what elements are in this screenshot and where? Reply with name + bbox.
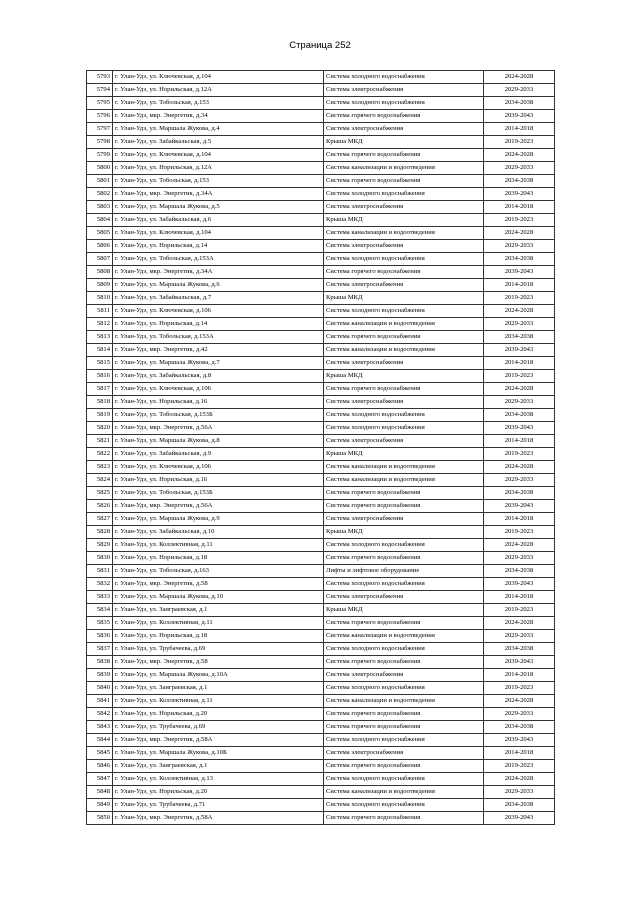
table-row: [87, 630, 555, 643]
row-number: 5831: [87, 565, 113, 578]
table-row: [87, 721, 555, 734]
table-row: [87, 123, 555, 136]
address-cell: г. Улан-Удэ, мкр. Энергетик, д.56А: [113, 500, 324, 513]
table-row: [87, 773, 555, 786]
address-cell: г. Улан-Удэ, ул. Трубачеева, д.69: [113, 721, 324, 734]
system-cell: Система электроснабжения: [324, 279, 484, 292]
table-row: [87, 188, 555, 201]
system-cell: Крыша МКД: [324, 526, 484, 539]
row-number: 5832: [87, 578, 113, 591]
address-cell: г. Улан-Удэ, ул. Забайкальская, д.8: [113, 370, 324, 383]
system-cell: Система электроснабжения: [324, 435, 484, 448]
system-cell: Система горячего водоснабжения: [324, 110, 484, 123]
row-number: 5817: [87, 383, 113, 396]
row-number: 5816: [87, 370, 113, 383]
row-number: 5849: [87, 799, 113, 812]
system-cell: Система электроснабжения: [324, 240, 484, 253]
period-cell: 2034-2038: [484, 565, 555, 578]
period-cell: 2019-2023: [484, 136, 555, 149]
system-cell: Система холодного водоснабжения: [324, 422, 484, 435]
address-cell: г. Улан-Удэ, мкр. Энергетик, д.56А: [113, 422, 324, 435]
table-row: [87, 526, 555, 539]
row-number: 5800: [87, 162, 113, 175]
table-row: [87, 747, 555, 760]
address-cell: г. Улан-Удэ, ул. Ключевская, д.106: [113, 383, 324, 396]
row-number: 5804: [87, 214, 113, 227]
address-cell: г. Улан-Удэ, ул. Коллективная, д.11: [113, 539, 324, 552]
address-cell: г. Улан-Удэ, ул. Тобольская, д.153: [113, 175, 324, 188]
table-row: [87, 266, 555, 279]
period-cell: 2024-2028: [484, 149, 555, 162]
period-cell: 2034-2038: [484, 643, 555, 656]
row-number: 5841: [87, 695, 113, 708]
system-cell: Система холодного водоснабжения: [324, 539, 484, 552]
table-row: [87, 240, 555, 253]
system-cell: Система холодного водоснабжения: [324, 578, 484, 591]
row-number: 5830: [87, 552, 113, 565]
period-cell: 2019-2023: [484, 604, 555, 617]
row-number: 5808: [87, 266, 113, 279]
address-cell: г. Улан-Удэ, ул. Забайкальская, д.10: [113, 526, 324, 539]
system-cell: Система холодного водоснабжения: [324, 734, 484, 747]
system-cell: Система электроснабжения: [324, 513, 484, 526]
address-cell: г. Улан-Удэ, мкр. Энергетик, д.34: [113, 110, 324, 123]
row-number: 5802: [87, 188, 113, 201]
system-cell: Крыша МКД: [324, 136, 484, 149]
address-cell: г. Улан-Удэ, мкр. Энергетик, д.58А: [113, 812, 324, 825]
system-cell: Система горячего водоснабжения: [324, 552, 484, 565]
period-cell: 2039-2043: [484, 110, 555, 123]
address-cell: г. Улан-Удэ, ул. Коллективная, д.11: [113, 695, 324, 708]
system-cell: Система канализации и водоотведения: [324, 162, 484, 175]
table-row: [87, 604, 555, 617]
period-cell: 2034-2038: [484, 97, 555, 110]
table-row: [87, 617, 555, 630]
period-cell: 2039-2043: [484, 266, 555, 279]
address-cell: г. Улан-Удэ, ул. Трубачеева, д.69: [113, 643, 324, 656]
system-cell: Крыша МКД: [324, 370, 484, 383]
address-cell: г. Улан-Удэ, ул. Тобольская, д.153А: [113, 331, 324, 344]
table-row: [87, 695, 555, 708]
row-number: 5807: [87, 253, 113, 266]
system-cell: Система электроснабжения: [324, 357, 484, 370]
system-cell: Система электроснабжения: [324, 591, 484, 604]
table-row: [87, 305, 555, 318]
row-number: 5840: [87, 682, 113, 695]
row-number: 5827: [87, 513, 113, 526]
table-row: [87, 643, 555, 656]
system-cell: Система канализации и водоотведения: [324, 227, 484, 240]
table-row: [87, 786, 555, 799]
table-row: [87, 136, 555, 149]
row-number: 5803: [87, 201, 113, 214]
address-cell: г. Улан-Удэ, ул. Заиграевская, д.1: [113, 682, 324, 695]
address-cell: г. Улан-Удэ, ул. Тобольская, д.153Б: [113, 409, 324, 422]
row-number: 5793: [87, 71, 113, 84]
period-cell: 2024-2028: [484, 71, 555, 84]
period-cell: 2014-2018: [484, 669, 555, 682]
row-number: 5810: [87, 292, 113, 305]
system-cell: Система холодного водоснабжения: [324, 253, 484, 266]
period-cell: 2029-2033: [484, 162, 555, 175]
row-number: 5835: [87, 617, 113, 630]
row-number: 5819: [87, 409, 113, 422]
address-cell: г. Улан-Удэ, ул. Коллективная, д.13: [113, 773, 324, 786]
row-number: 5815: [87, 357, 113, 370]
address-cell: г. Улан-Удэ, ул. Тобольская, д.153: [113, 97, 324, 110]
system-cell: Система горячего водоснабжения: [324, 656, 484, 669]
row-number: 5846: [87, 760, 113, 773]
repair-schedule-table: [86, 70, 555, 825]
system-cell: Система канализации и водоотведения: [324, 461, 484, 474]
system-cell: Система холодного водоснабжения: [324, 305, 484, 318]
table-row: [87, 448, 555, 461]
row-number: 5809: [87, 279, 113, 292]
address-cell: г. Улан-Удэ, ул. Норильская, д.20: [113, 786, 324, 799]
address-cell: г. Улан-Удэ, ул. Трубачеева, д.71: [113, 799, 324, 812]
table-row: [87, 656, 555, 669]
system-cell: Крыша МКД: [324, 604, 484, 617]
period-cell: 2029-2033: [484, 84, 555, 97]
system-cell: Система электроснабжения: [324, 84, 484, 97]
row-number: 5801: [87, 175, 113, 188]
row-number: 5805: [87, 227, 113, 240]
page-title: Страница 252: [289, 40, 351, 51]
table-row: [87, 812, 555, 825]
table-row: [87, 799, 555, 812]
period-cell: 2029-2033: [484, 318, 555, 331]
system-cell: Система холодного водоснабжения: [324, 71, 484, 84]
address-cell: г. Улан-Удэ, ул. Тобольская, д.153Б: [113, 487, 324, 500]
address-cell: г. Улан-Удэ, мкр. Энергетик, д.58: [113, 578, 324, 591]
period-cell: 2019-2023: [484, 526, 555, 539]
table-row: [87, 565, 555, 578]
table-row: [87, 669, 555, 682]
system-cell: Система электроснабжения: [324, 396, 484, 409]
address-cell: г. Улан-Удэ, мкр. Энергетик, д.34А: [113, 266, 324, 279]
row-number: 5826: [87, 500, 113, 513]
period-cell: 2024-2028: [484, 383, 555, 396]
system-cell: Система горячего водоснабжения: [324, 617, 484, 630]
period-cell: 2014-2018: [484, 201, 555, 214]
table-row: [87, 383, 555, 396]
period-cell: 2029-2033: [484, 708, 555, 721]
system-cell: Система горячего водоснабжения: [324, 500, 484, 513]
period-cell: 2039-2043: [484, 500, 555, 513]
period-cell: 2019-2023: [484, 760, 555, 773]
period-cell: 2034-2038: [484, 487, 555, 500]
period-cell: 2014-2018: [484, 513, 555, 526]
row-number: 5823: [87, 461, 113, 474]
period-cell: 2014-2018: [484, 357, 555, 370]
row-number: 5813: [87, 331, 113, 344]
period-cell: 2029-2033: [484, 396, 555, 409]
address-cell: г. Улан-Удэ, ул. Норильская, д.16: [113, 474, 324, 487]
period-cell: 2039-2043: [484, 188, 555, 201]
table-row: [87, 279, 555, 292]
table-row: [87, 292, 555, 305]
address-cell: г. Улан-Удэ, ул. Норильская, д.14: [113, 240, 324, 253]
address-cell: г. Улан-Удэ, ул. Маршала Жукова, д.10: [113, 591, 324, 604]
address-cell: г. Улан-Удэ, ул. Забайкальская, д.6: [113, 214, 324, 227]
system-cell: Система канализации и водоотведения: [324, 786, 484, 799]
period-cell: 2024-2028: [484, 461, 555, 474]
row-number: 5812: [87, 318, 113, 331]
table-row: [87, 409, 555, 422]
system-cell: Система горячего водоснабжения: [324, 149, 484, 162]
table-row: [87, 370, 555, 383]
row-number: 5798: [87, 136, 113, 149]
system-cell: Система холодного водоснабжения: [324, 643, 484, 656]
table-row: [87, 539, 555, 552]
address-cell: г. Улан-Удэ, ул. Ключевская, д.104: [113, 71, 324, 84]
row-number: 5836: [87, 630, 113, 643]
row-number: 5824: [87, 474, 113, 487]
period-cell: 2019-2023: [484, 214, 555, 227]
address-cell: г. Улан-Удэ, ул. Заиграевская, д.1: [113, 604, 324, 617]
address-cell: г. Улан-Удэ, ул. Тобольская, д.163: [113, 565, 324, 578]
table-row: [87, 110, 555, 123]
period-cell: 2029-2033: [484, 240, 555, 253]
system-cell: Система холодного водоснабжения: [324, 799, 484, 812]
system-cell: Система электроснабжения: [324, 123, 484, 136]
address-cell: г. Улан-Удэ, ул. Норильская, д.12А: [113, 162, 324, 175]
row-number: 5825: [87, 487, 113, 500]
period-cell: 2024-2028: [484, 617, 555, 630]
period-cell: 2039-2043: [484, 578, 555, 591]
row-number: 5811: [87, 305, 113, 318]
row-number: 5829: [87, 539, 113, 552]
table-row: [87, 734, 555, 747]
row-number: 5821: [87, 435, 113, 448]
row-number: 5833: [87, 591, 113, 604]
address-cell: г. Улан-Удэ, ул. Ключевская, д.104: [113, 227, 324, 240]
address-cell: г. Улан-Удэ, ул. Норильская, д.20: [113, 708, 324, 721]
row-number: 5842: [87, 708, 113, 721]
system-cell: Система канализации и водоотведения: [324, 695, 484, 708]
system-cell: Система горячего водоснабжения: [324, 708, 484, 721]
address-cell: г. Улан-Удэ, ул. Ключевская, д.106: [113, 461, 324, 474]
period-cell: 2024-2028: [484, 227, 555, 240]
period-cell: 2024-2028: [484, 695, 555, 708]
table-row: [87, 591, 555, 604]
table-row: [87, 97, 555, 110]
row-number: 5839: [87, 669, 113, 682]
row-number: 5806: [87, 240, 113, 253]
row-number: 5844: [87, 734, 113, 747]
table-row: [87, 435, 555, 448]
row-number: 5795: [87, 97, 113, 110]
address-cell: г. Улан-Удэ, ул. Маршала Жукова, д.10А: [113, 669, 324, 682]
table-row: [87, 682, 555, 695]
table-row: [87, 227, 555, 240]
table-row: [87, 422, 555, 435]
table-row: [87, 474, 555, 487]
address-cell: г. Улан-Удэ, ул. Маршала Жукова, д.4: [113, 123, 324, 136]
address-cell: г. Улан-Удэ, ул. Маршала Жукова, д.10Б: [113, 747, 324, 760]
row-number: 5799: [87, 149, 113, 162]
period-cell: 2034-2038: [484, 721, 555, 734]
table-row: [87, 357, 555, 370]
system-cell: Система канализации и водоотведения: [324, 630, 484, 643]
table-row: [87, 578, 555, 591]
address-cell: г. Улан-Удэ, ул. Норильская, д.16: [113, 396, 324, 409]
period-cell: 2019-2023: [484, 682, 555, 695]
system-cell: Система холодного водоснабжения: [324, 773, 484, 786]
address-cell: г. Улан-Удэ, ул. Забайкальская, д.9: [113, 448, 324, 461]
table-row: [87, 513, 555, 526]
period-cell: 2034-2038: [484, 175, 555, 188]
period-cell: 2039-2043: [484, 734, 555, 747]
row-number: 5796: [87, 110, 113, 123]
address-cell: г. Улан-Удэ, ул. Коллективная, д.11: [113, 617, 324, 630]
table-row: [87, 344, 555, 357]
system-cell: Крыша МКД: [324, 448, 484, 461]
table-row: [87, 552, 555, 565]
period-cell: 2034-2038: [484, 409, 555, 422]
row-number: 5797: [87, 123, 113, 136]
period-cell: 2014-2018: [484, 435, 555, 448]
table-body: [87, 71, 555, 825]
system-cell: Система горячего водоснабжения: [324, 721, 484, 734]
address-cell: г. Улан-Удэ, ул. Норильская, д.18: [113, 630, 324, 643]
address-cell: г. Улан-Удэ, ул. Маршала Жукова, д.8: [113, 435, 324, 448]
row-number: 5794: [87, 84, 113, 97]
system-cell: Система горячего водоснабжения: [324, 266, 484, 279]
period-cell: 2034-2038: [484, 331, 555, 344]
period-cell: 2019-2023: [484, 448, 555, 461]
period-cell: 2014-2018: [484, 747, 555, 760]
table-row: [87, 461, 555, 474]
system-cell: Система канализации и водоотведения: [324, 318, 484, 331]
system-cell: Система электроснабжения: [324, 747, 484, 760]
row-number: 5838: [87, 656, 113, 669]
table-row: [87, 201, 555, 214]
table-row: [87, 331, 555, 344]
period-cell: 2019-2023: [484, 370, 555, 383]
table-row: [87, 84, 555, 97]
address-cell: г. Улан-Удэ, ул. Заиграевская, д.1: [113, 760, 324, 773]
period-cell: 2029-2033: [484, 552, 555, 565]
table-row: [87, 162, 555, 175]
system-cell: Система холодного водоснабжения: [324, 97, 484, 110]
row-number: 5818: [87, 396, 113, 409]
row-number: 5845: [87, 747, 113, 760]
address-cell: г. Улан-Удэ, ул. Маршала Жукова, д.6: [113, 279, 324, 292]
address-cell: г. Улан-Удэ, ул. Норильская, д.12А: [113, 84, 324, 97]
table-row: [87, 708, 555, 721]
address-cell: г. Улан-Удэ, ул. Забайкальская, д.5: [113, 136, 324, 149]
address-cell: г. Улан-Удэ, мкр. Энергетик, д.34А: [113, 188, 324, 201]
table-row: [87, 760, 555, 773]
address-cell: г. Улан-Удэ, ул. Норильская, д.14: [113, 318, 324, 331]
system-cell: Система холодного водоснабжения: [324, 682, 484, 695]
row-number: 5850: [87, 812, 113, 825]
system-cell: Система холодного водоснабжения: [324, 188, 484, 201]
table-row: [87, 500, 555, 513]
address-cell: г. Улан-Удэ, ул. Ключевская, д.104: [113, 149, 324, 162]
table-row: [87, 71, 555, 84]
system-cell: Система горячего водоснабжения: [324, 760, 484, 773]
table-row: [87, 396, 555, 409]
address-cell: г. Улан-Удэ, ул. Маршала Жукова, д.7: [113, 357, 324, 370]
row-number: 5814: [87, 344, 113, 357]
system-cell: Система горячего водоснабжения: [324, 331, 484, 344]
address-cell: г. Улан-Удэ, мкр. Энергетик, д.58: [113, 656, 324, 669]
period-cell: 2034-2038: [484, 253, 555, 266]
table-row: [87, 487, 555, 500]
period-cell: 2024-2028: [484, 539, 555, 552]
system-cell: Система канализации и водоотведения: [324, 474, 484, 487]
period-cell: 2039-2043: [484, 344, 555, 357]
system-cell: Система горячего водоснабжения: [324, 175, 484, 188]
period-cell: 2014-2018: [484, 591, 555, 604]
period-cell: 2014-2018: [484, 123, 555, 136]
period-cell: 2014-2018: [484, 279, 555, 292]
period-cell: 2019-2023: [484, 292, 555, 305]
period-cell: 2039-2043: [484, 656, 555, 669]
table-row: [87, 214, 555, 227]
period-cell: 2024-2028: [484, 773, 555, 786]
period-cell: 2029-2033: [484, 474, 555, 487]
row-number: 5837: [87, 643, 113, 656]
row-number: 5843: [87, 721, 113, 734]
period-cell: 2039-2043: [484, 812, 555, 825]
system-cell: Система горячего водоснабжения: [324, 383, 484, 396]
period-cell: 2029-2033: [484, 786, 555, 799]
address-cell: г. Улан-Удэ, ул. Забайкальская, д.7: [113, 292, 324, 305]
system-cell: Система электроснабжения: [324, 201, 484, 214]
system-cell: Система горячего водоснабжения: [324, 812, 484, 825]
system-cell: Система холодного водоснабжения: [324, 409, 484, 422]
address-cell: г. Улан-Удэ, ул. Маршала Жукова, д.9: [113, 513, 324, 526]
row-number: 5822: [87, 448, 113, 461]
system-cell: Система горячего водоснабжения: [324, 487, 484, 500]
system-cell: Система канализации и водоотведения: [324, 344, 484, 357]
table-row: [87, 149, 555, 162]
row-number: 5834: [87, 604, 113, 617]
address-cell: г. Улан-Удэ, ул. Ключевская, д.106: [113, 305, 324, 318]
address-cell: г. Улан-Удэ, мкр. Энергетик, д.58А: [113, 734, 324, 747]
row-number: 5848: [87, 786, 113, 799]
row-number: 5847: [87, 773, 113, 786]
period-cell: 2039-2043: [484, 422, 555, 435]
period-cell: 2029-2033: [484, 630, 555, 643]
row-number: 5820: [87, 422, 113, 435]
address-cell: г. Улан-Удэ, ул. Тобольская, д.153А: [113, 253, 324, 266]
table-row: [87, 253, 555, 266]
system-cell: Крыша МКД: [324, 214, 484, 227]
system-cell: Система электроснабжения: [324, 669, 484, 682]
system-cell: Крыша МКД: [324, 292, 484, 305]
period-cell: 2034-2038: [484, 799, 555, 812]
address-cell: г. Улан-Удэ, ул. Норильская, д.18: [113, 552, 324, 565]
system-cell: Лифты и лифтовое оборудование: [324, 565, 484, 578]
table-row: [87, 175, 555, 188]
row-number: 5828: [87, 526, 113, 539]
period-cell: 2024-2028: [484, 305, 555, 318]
address-cell: г. Улан-Удэ, ул. Маршала Жукова, д.5: [113, 201, 324, 214]
table-row: [87, 318, 555, 331]
address-cell: г. Улан-Удэ, мкр. Энергетик, д.42: [113, 344, 324, 357]
